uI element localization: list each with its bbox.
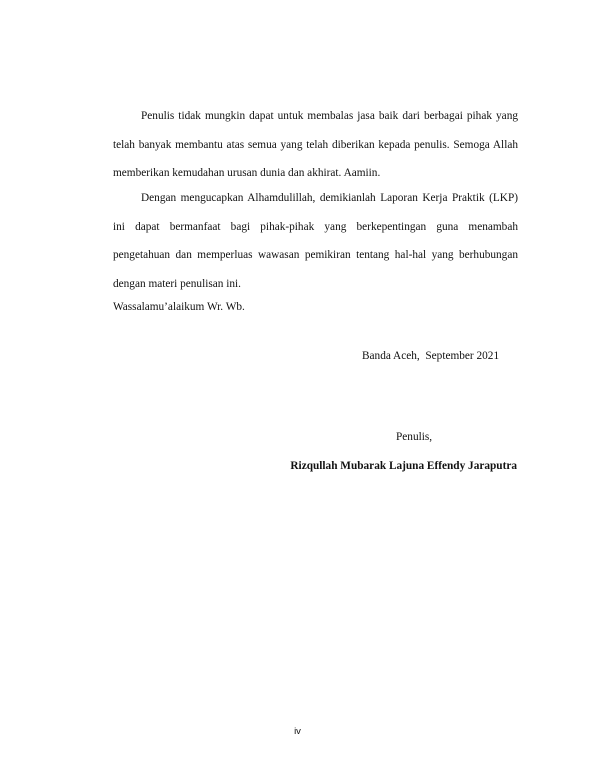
page-number: iv <box>294 726 301 737</box>
paragraph-gratitude <box>113 102 518 188</box>
closing-salutation: Wassalamu’alaikum Wr. Wb. <box>113 301 245 313</box>
paragraph-text: Penulis tidak mungkin dapat untuk membalas jasa baik dari berbagai pihak yang telah banyak membantu atas semua yang telah diberikan kepada penulis. Semoga Allah memberikan kemudahan urusan dunia dan akhirat. Aamiin. <box>113 110 518 179</box>
paragraph-text: Dengan mengucapkan Alhamdulillah, demikianlah Laporan Kerja Praktik (LKP) ini dapat bermanfaat bagi pihak-pihak yang berkepentingan guna menambah pengetahuan dan memperluas wawasan pemikiran tentang hal-hal yang berhubungan dengan materi penulisan ini. <box>113 192 518 290</box>
paragraph-closing-remarks <box>113 184 518 298</box>
place-date: Banda Aceh, September 2021 <box>362 350 500 362</box>
signer-role: Penulis, <box>396 431 433 443</box>
author-name: Rizqullah Mubarak Lajuna Effendy Jaraputra <box>290 460 517 472</box>
